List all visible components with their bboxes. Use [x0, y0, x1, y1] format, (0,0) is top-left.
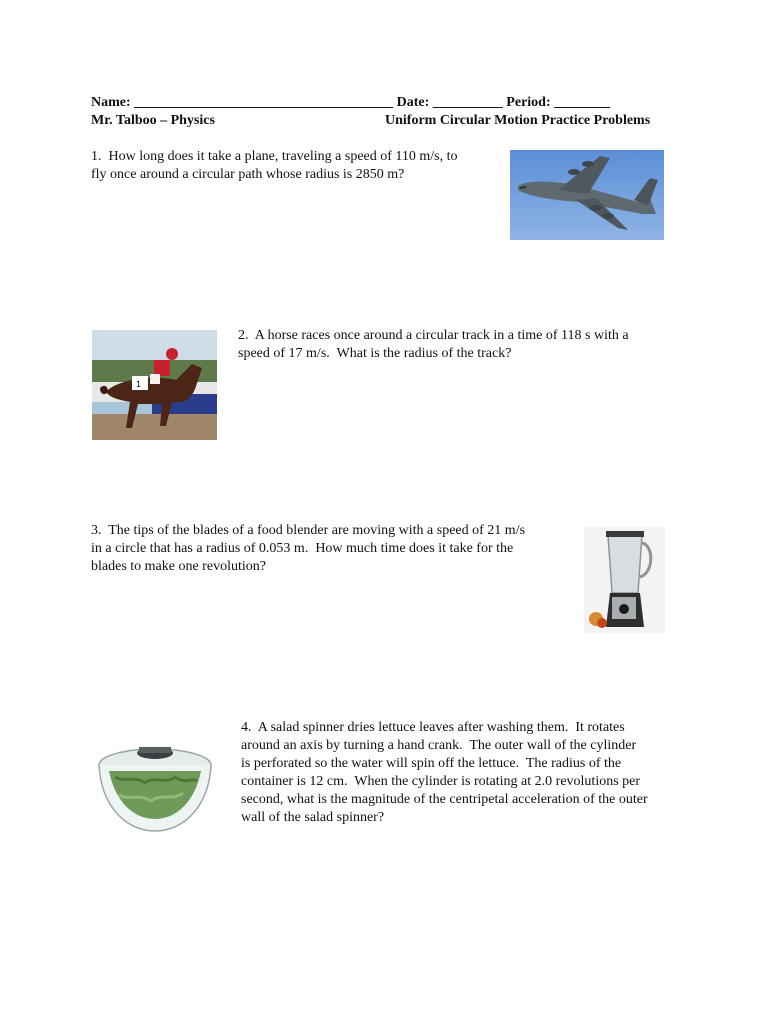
problem-2-text — [238, 327, 629, 363]
problem-2-line-2: speed of 17 m/s. What is the radius of the track? — [238, 346, 512, 361]
problem-4-line-6: wall of the salad spinner? — [241, 810, 385, 825]
problem-1-line-2: fly once around a circular path whose radius is 2850 m? — [91, 167, 405, 182]
problem-3-line-2: in a circle that has a radius of 0.053 m. How much time does it take for the — [91, 541, 514, 556]
name-date-period-line: Name: _____________________________________ Date: __________ Period: ________ — [91, 95, 611, 110]
blender-photo-icon — [584, 527, 665, 633]
problem-4-text — [241, 719, 648, 827]
problem-3-text — [91, 522, 525, 576]
problem-3-line-1: 3. The tips of the blades of a food blender are moving with a speed of 21 m/s — [91, 523, 526, 538]
problem-4-line-1: 4. A salad spinner dries lettuce leaves after washing them. It rotates — [241, 720, 625, 735]
problem-3-line-3: blades to make one revolution? — [91, 559, 266, 574]
problem-1-text — [91, 148, 458, 184]
airplane-photo-icon — [510, 150, 664, 240]
problem-4-line-3: is perforated so the water will spin off the lettuce. The radius of the — [241, 756, 622, 771]
salad-spinner-photo-icon — [95, 735, 215, 837]
problem-4-line-2: around an axis by turning a hand crank. The outer wall of the cylinder — [241, 738, 637, 753]
problem-2-line-1: 2. A horse races once around a circular track in a time of 118 s with a — [238, 328, 629, 343]
problem-4-line-5: second, what is the magnitude of the centripetal acceleration of the outer — [241, 792, 648, 807]
teacher-course-label: Mr. Talboo – Physics — [91, 113, 215, 128]
racehorse-photo-icon — [92, 330, 217, 440]
svg-text:1: 1 — [136, 380, 142, 389]
problem-4-line-4: container is 12 cm. When the cylinder is rotating at 2.0 revolutions per — [241, 774, 641, 789]
problem-1-line-1: 1. How long does it take a plane, traveling a speed of 110 m/s, to — [91, 149, 458, 164]
worksheet-title: Uniform Circular Motion Practice Problems — [385, 113, 651, 128]
